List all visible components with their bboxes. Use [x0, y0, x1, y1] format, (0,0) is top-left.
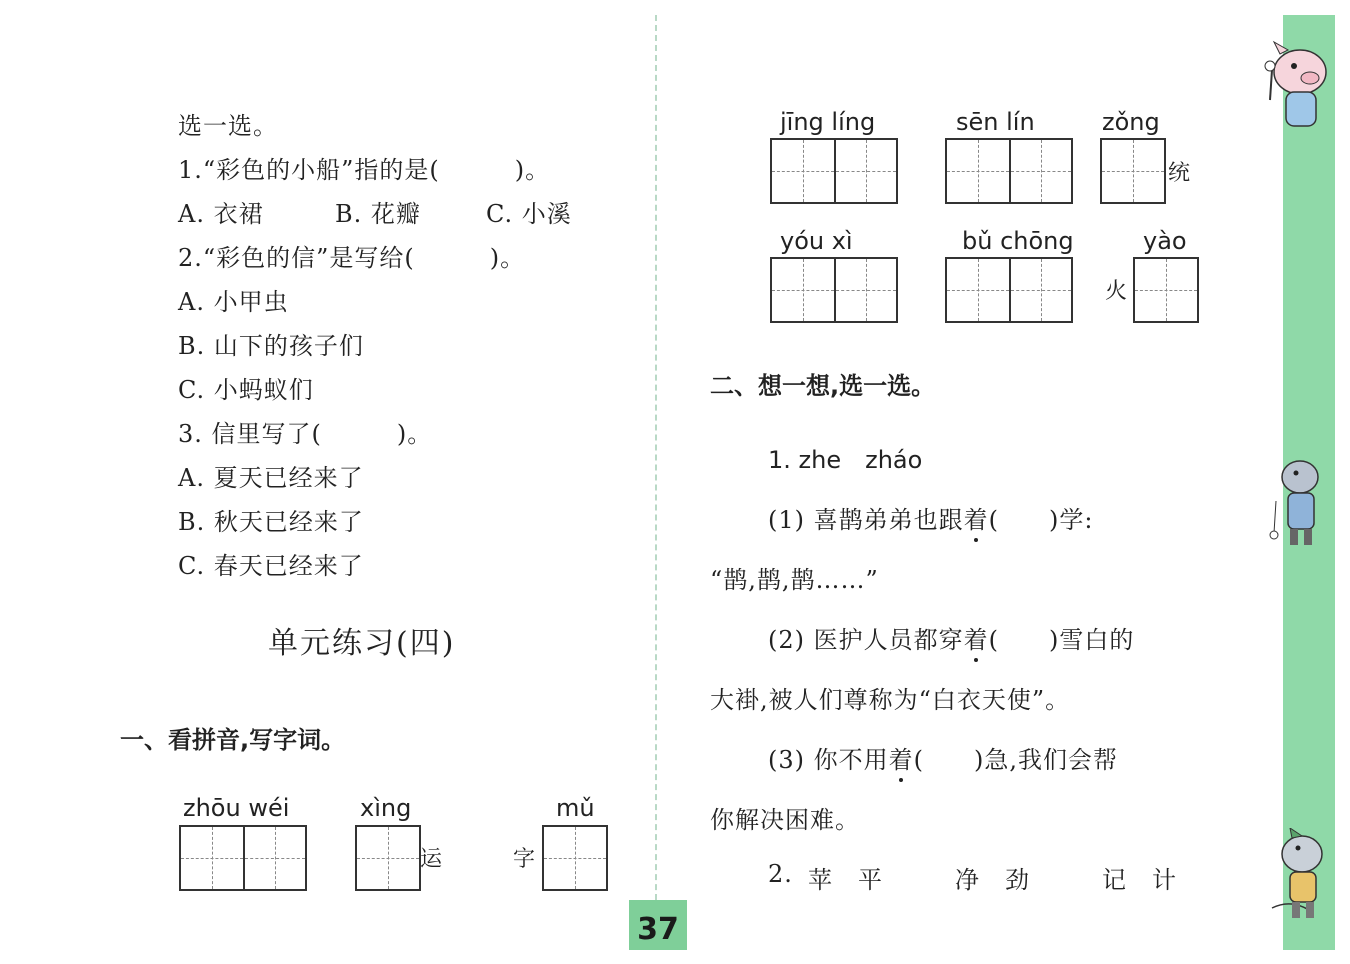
writing-cell[interactable]	[1102, 140, 1164, 202]
char-pair-1: 苹 平	[808, 866, 883, 894]
writing-grid-mu[interactable]	[542, 825, 608, 891]
unit-title: 单元练习(四)	[268, 626, 456, 661]
pinyin-sen-lin: sēn lín	[956, 108, 1035, 136]
writing-grid-bu-chong[interactable]	[945, 257, 1073, 323]
pinyin-jing-ling: jīng líng	[780, 108, 876, 136]
q1-option-a: A. 衣裙	[178, 200, 264, 228]
pinyin-zong: zǒng	[1102, 108, 1160, 136]
pinyin-xing: xìng	[360, 794, 412, 822]
q1-option-b: B. 花瓣	[335, 200, 421, 228]
sentence-1-line-2: “鹊,鹊,鹊……”	[710, 566, 879, 594]
question-intro: 选一选。	[178, 112, 278, 140]
writing-grid-jing-ling[interactable]	[770, 138, 898, 204]
given-char-tong: 统	[1168, 161, 1191, 186]
sentence-3-before: (3) 你不用	[768, 746, 889, 774]
sentence-1-after: ( )学:	[988, 506, 1094, 534]
section-2-heading: 二、想一想,选一选。	[710, 372, 936, 400]
q2-option-a: A. 小甲虫	[178, 288, 289, 316]
q2-option-c: C. 小蚂蚁们	[178, 376, 314, 404]
given-char-huo: 火	[1105, 279, 1128, 304]
writing-cell[interactable]	[544, 827, 606, 889]
writing-cell[interactable]	[181, 827, 243, 889]
pinyin-yao: yào	[1143, 227, 1187, 255]
dog-mascot-icon	[1262, 828, 1338, 928]
pinyin-mu: mǔ	[556, 794, 595, 822]
writing-cell[interactable]	[947, 259, 1009, 321]
sentence-3	[768, 740, 1118, 775]
writing-grid-sen-lin[interactable]	[945, 138, 1073, 204]
question-2: 2.“彩色的信”是写给( )。	[178, 244, 526, 272]
writing-grid-zong[interactable]	[1100, 138, 1166, 204]
writing-cell[interactable]	[357, 827, 419, 889]
question-1: 1.“彩色的小船”指的是( )。	[178, 156, 551, 184]
sentence-2	[768, 620, 1134, 655]
q2-label: 2.	[768, 860, 793, 888]
given-char-zi: 字	[513, 847, 536, 872]
page-spine	[655, 15, 661, 950]
q3-option-a: A. 夏天已经来了	[178, 464, 364, 492]
writing-cell[interactable]	[772, 259, 834, 321]
writing-cell[interactable]	[1009, 140, 1071, 202]
dotted-char: 着	[963, 506, 989, 534]
sentence-2-line-2: 大褂,被人们尊称为“白衣天使”。	[710, 686, 1071, 714]
q1-option-c: C. 小溪	[486, 200, 572, 228]
page-number: 37	[629, 900, 687, 950]
given-char-yun: 运	[420, 847, 443, 872]
char-pair-2: 净 劲	[955, 866, 1030, 894]
q3-option-c: C. 春天已经来了	[178, 552, 364, 580]
q2-option-b: B. 山下的孩子们	[178, 332, 364, 360]
sentence-2-after: ( )雪白的	[988, 626, 1135, 654]
writing-cell[interactable]	[834, 140, 896, 202]
writing-cell[interactable]	[243, 827, 305, 889]
writing-grid-yao[interactable]	[1133, 257, 1199, 323]
writing-grid-you-xi[interactable]	[770, 257, 898, 323]
question-3: 3. 信里写了( )。	[178, 420, 433, 448]
pig-mascot-icon	[1258, 40, 1338, 135]
pinyin-zhou-wei: zhōu wéi	[183, 794, 290, 822]
writing-grid-zhou-wei[interactable]	[179, 825, 307, 891]
sentence-1-before: (1) 喜鹊弟弟也跟	[768, 506, 964, 534]
q3-option-b: B. 秋天已经来了	[178, 508, 364, 536]
writing-cell[interactable]	[772, 140, 834, 202]
sentence-2-before: (2) 医护人员都穿	[768, 626, 964, 654]
sentence-3-after: ( )急,我们会帮	[913, 746, 1118, 774]
pinyin-you-xi: yóu xì	[780, 227, 853, 255]
q1-pinyin-header: 1. zhe zháo	[768, 446, 923, 474]
pinyin-bu-chong: bǔ chōng	[962, 227, 1074, 255]
writing-cell[interactable]	[834, 259, 896, 321]
writing-cell[interactable]	[1135, 259, 1197, 321]
section-1-heading: 一、看拼音,写字词。	[120, 726, 346, 754]
wolf-yoyo-mascot-icon	[1262, 455, 1332, 555]
dotted-char: 着	[963, 626, 989, 654]
writing-cell[interactable]	[947, 140, 1009, 202]
char-pair-3: 记 计	[1102, 866, 1177, 894]
sentence-3-line-2: 你解决困难。	[710, 806, 860, 834]
dotted-char: 着	[888, 746, 914, 774]
writing-cell[interactable]	[1009, 259, 1071, 321]
writing-grid-xing[interactable]	[355, 825, 421, 891]
sentence-1	[768, 500, 1093, 535]
